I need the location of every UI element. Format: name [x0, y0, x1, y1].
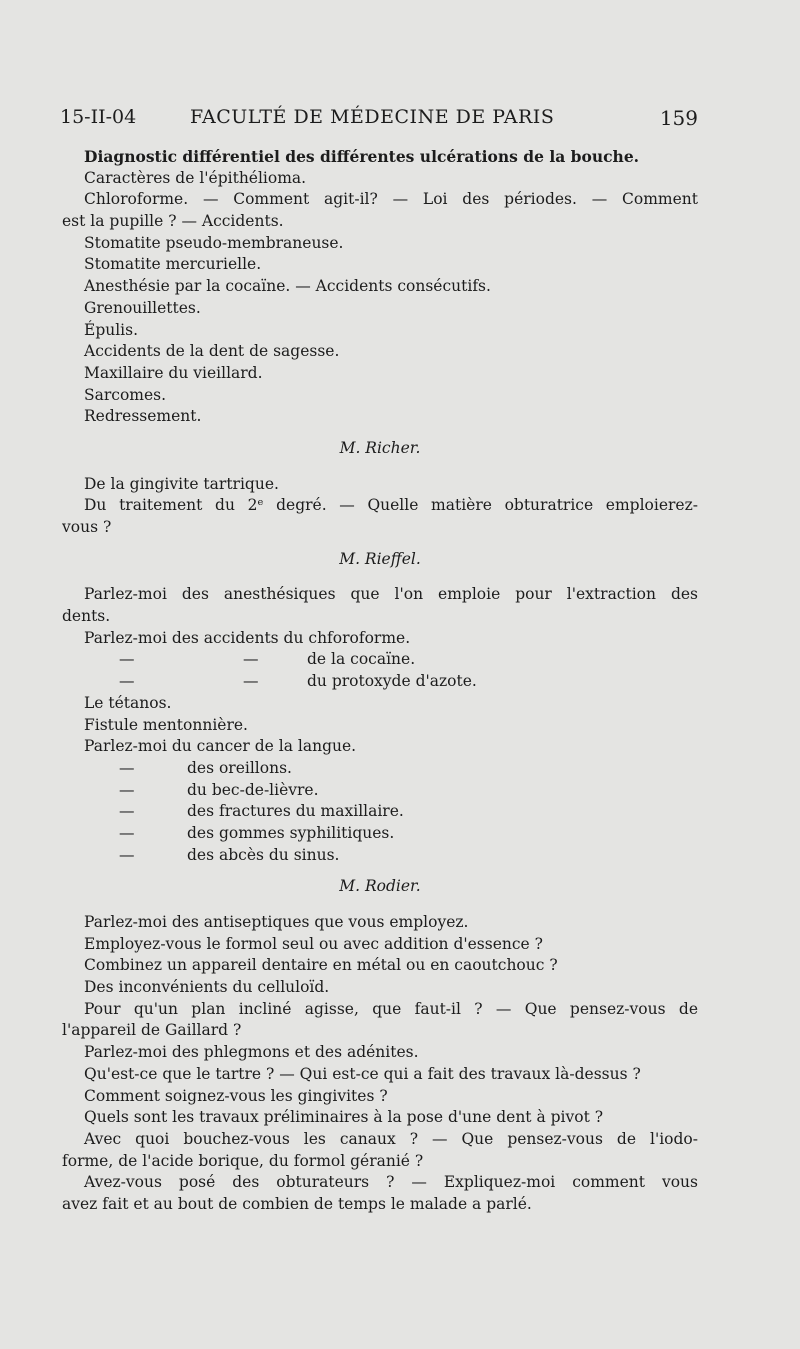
text-line: Avec quoi bouchez-vous les canaux ? — Que pensez-vous de l'iodo-	[84, 1129, 698, 1148]
text-line: Accidents de la dent de sagesse.	[84, 342, 340, 361]
text-line: Comment soignez-vous les gingivites ?	[84, 1086, 388, 1105]
text-line: Pour qu'un plan incliné agisse, que faut-il ? — Que pensez-vous de	[84, 999, 698, 1018]
ditto-dash: —	[119, 672, 135, 691]
ditto-line	[62, 758, 698, 780]
examiner-signature: M. Rodier.	[339, 877, 421, 896]
text-line: Combinez un appareil dentaire en métal ou en caoutchouc ?	[84, 956, 558, 975]
text-line: Sarcomes.	[84, 385, 167, 404]
text-line: Diagnostic différentiel des différentes ulcérations de la bouche.	[84, 147, 640, 166]
ditto-line	[62, 649, 698, 671]
text-line: Grenouillettes.	[84, 298, 201, 317]
text-line: Parlez-moi des accidents du chforoforme.	[84, 628, 411, 647]
text-line: Le tétanos.	[84, 693, 172, 712]
ditto-line	[62, 845, 698, 867]
text-line: Maxillaire du vieillard.	[84, 363, 263, 382]
header-date: 15-II-04	[60, 106, 137, 128]
examiner-signature: M. Richer.	[339, 438, 421, 457]
text-line: Redressement.	[84, 407, 202, 426]
text-line: dents.	[62, 607, 111, 626]
ditto-line	[62, 823, 698, 845]
text-line: Avez-vous posé des obturateurs ? — Expliquez-moi comment vous	[84, 1173, 698, 1192]
ditto-dash: —	[119, 758, 135, 777]
text-line: De la gingivite tartrique.	[84, 474, 279, 493]
text-line: Stomatite mercurielle.	[84, 255, 262, 274]
ditto-dash: —	[119, 802, 135, 821]
document-body	[62, 146, 698, 1216]
text-line: Parlez-moi des antiseptiques que vous employez.	[84, 913, 469, 931]
text-line: Quels sont les travaux préliminaires à la pose d'une dent à pivot ?	[84, 1108, 604, 1127]
ditto-text: du bec-de-lièvre.	[187, 780, 319, 799]
text-line: Employez-vous le formol seul ou avec addition d'essence ?	[84, 934, 543, 953]
examiner-signature: M. Rieffel.	[339, 549, 421, 568]
ditto-text: des abcès du sinus.	[187, 845, 340, 864]
text-line: l'appareil de Gaillard ?	[62, 1021, 242, 1040]
ditto-dash: —	[119, 845, 135, 864]
text-line: Stomatite pseudo-membraneuse.	[84, 233, 344, 252]
text-line: Caractères de l'épithélioma.	[84, 168, 307, 187]
ditto-dash: —	[243, 650, 259, 669]
text-line: Parlez-moi des anesthésiques que l'on emploie pour l'extraction des	[84, 585, 698, 604]
text-line: Épulis.	[84, 320, 139, 339]
ditto-dash: —	[243, 672, 259, 691]
ditto-text: des fractures du maxillaire.	[187, 802, 404, 821]
ditto-line	[62, 780, 698, 802]
text-line: Parlez-moi des phlegmons et des adénites.	[84, 1043, 419, 1062]
ditto-dash: —	[119, 650, 135, 669]
text-line: Des inconvénients du celluloïd.	[84, 978, 330, 997]
ditto-text: du protoxyde d'azote.	[307, 672, 477, 691]
text-line: Qu'est-ce que le tartre ? — Qui est-ce qui a fait des travaux là-dessus ?	[84, 1064, 641, 1083]
running-header	[60, 106, 700, 136]
text-line: Chloroforme. — Comment agit-il? — Loi des périodes. — Comment	[84, 190, 698, 209]
text-line: Fistule mentonnière.	[84, 715, 248, 734]
ditto-text: de la cocaïne.	[307, 650, 416, 669]
text-line: Anesthésie par la cocaïne. — Accidents consécutifs.	[84, 277, 491, 296]
text-line: avez fait et au bout de combien de temps le malade a parlé.	[62, 1194, 532, 1213]
text-line: vous ?	[62, 518, 112, 536]
ditto-dash: —	[119, 823, 135, 842]
header-title: FACULTÉ DE MÉDECINE DE PARIS	[190, 106, 555, 128]
text-line: forme, de l'acide borique, du formol géranié ?	[62, 1151, 424, 1170]
ditto-text: des oreillons.	[187, 758, 292, 777]
text-line: Parlez-moi du cancer de la langue.	[84, 737, 357, 756]
page-number: 159	[659, 106, 698, 130]
ditto-text: des gommes syphilitiques.	[187, 823, 395, 842]
ditto-dash: —	[119, 780, 135, 799]
text-line: est la pupille ? — Accidents.	[62, 212, 284, 231]
ditto-line	[62, 671, 698, 693]
text-line: Du traitement du 2ᵉ degré. — Quelle matière obturatrice emploierez-	[84, 496, 698, 515]
ditto-line	[62, 801, 698, 823]
